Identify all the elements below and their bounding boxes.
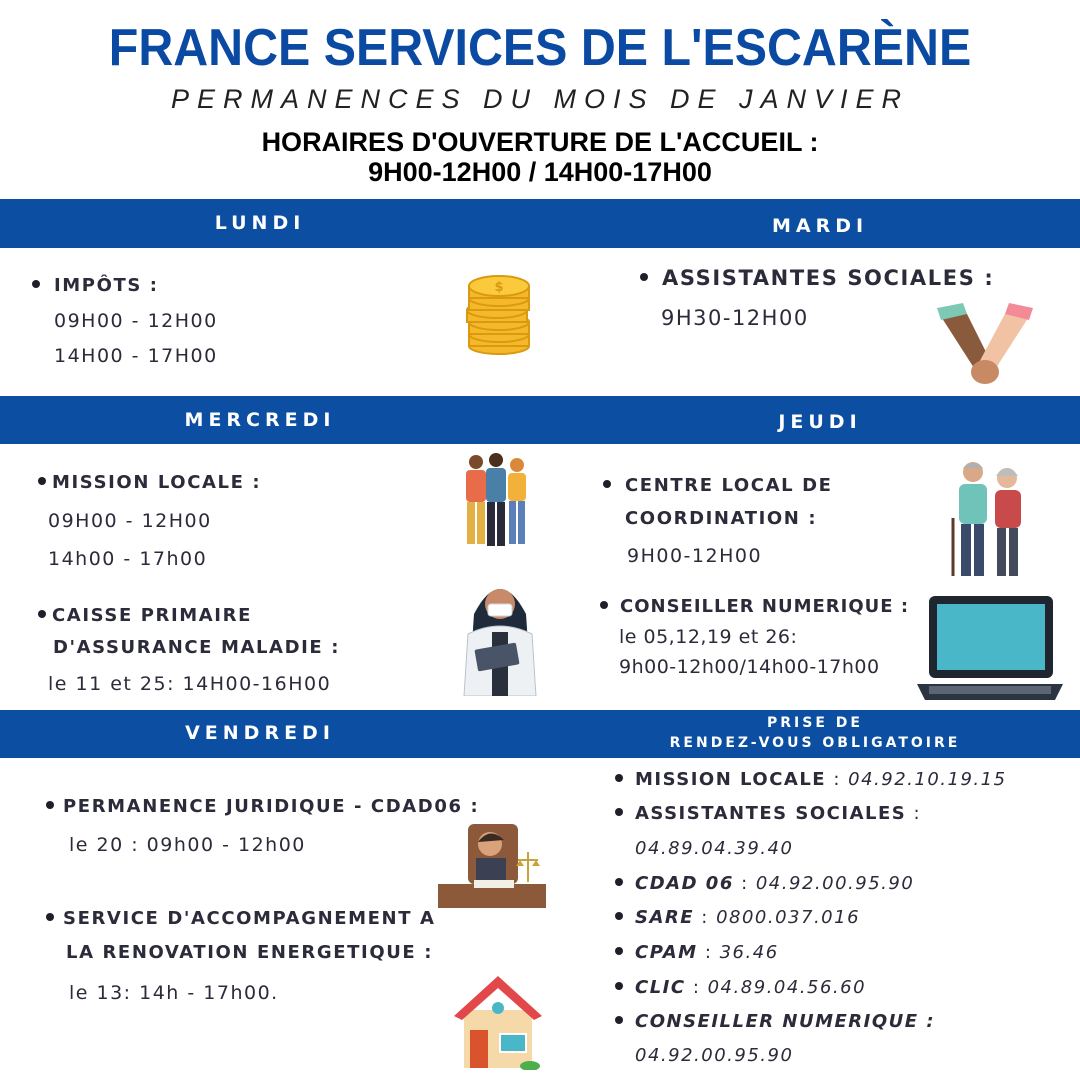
mardi-service: ASSISTANTES SOCIALES :: [640, 266, 994, 290]
contact-conseiller-numerique-phone: 04.92.00.95.90: [635, 1045, 794, 1066]
bullet-icon: [32, 280, 40, 288]
page-title: FRANCE SERVICES DE L'ESCARÈNE: [108, 19, 972, 77]
contact-cpam: CPAM : 36.46: [615, 942, 779, 963]
holding-hands-icon: [935, 300, 1035, 390]
mercredi-service1: MISSION LOCALE :: [38, 472, 261, 493]
contact-conseiller-numerique: CONSEILLER NUMERIQUE :: [615, 1011, 935, 1032]
elderly-couple-icon: [945, 458, 1035, 580]
house-icon: [450, 970, 546, 1070]
vendredi-slot1: le 20 : 09h00 - 12h00: [69, 834, 306, 856]
bullet-icon: [615, 808, 623, 816]
contact-assistantes-sociales-phone: 04.89.04.39.40: [635, 838, 794, 859]
contact-assistantes-sociales: ASSISTANTES SOCIALES :: [615, 803, 921, 824]
contact-cdad06: CDAD 06 : 04.92.00.95.90: [615, 873, 914, 894]
jeudi-service2-days: le 05,12,19 et 26:: [619, 626, 798, 648]
opening-hours-label: HORAIRES D'OUVERTURE DE L'ACCUEIL :: [261, 127, 819, 157]
bullet-icon: [46, 801, 54, 809]
bullet-icon: [615, 947, 623, 955]
day-jeudi: JEUDI: [778, 411, 862, 433]
doctor-icon: [454, 574, 546, 696]
vendredi-service2-line2: LA RENOVATION ENERGETIQUE :: [66, 942, 433, 963]
svg-text:$: $: [494, 280, 504, 295]
lawyer-icon: [438, 822, 546, 908]
jeudi-service1-line1: CENTRE LOCAL DE: [603, 475, 833, 496]
vendredi-slot2: le 13: 14h - 17h00.: [69, 982, 279, 1004]
jeudi-service2: CONSEILLER NUMERIQUE :: [600, 596, 909, 617]
day-lundi: LUNDI: [214, 212, 306, 234]
lundi-service: IMPÔTS :: [32, 275, 159, 296]
rdv-line1: PRISE DE: [767, 715, 863, 731]
contact-sare: SARE : 0800.037.016: [615, 907, 860, 928]
lundi-slot1: 09H00 - 12H00: [54, 310, 218, 332]
day-mercredi: MERCREDI: [184, 409, 336, 431]
mercredi-service2-line2: D'ASSURANCE MALADIE :: [53, 637, 340, 658]
mardi-slot1: 9H30-12H00: [661, 306, 809, 330]
bullet-icon: [38, 610, 46, 618]
contact-clic: CLIC : 04.89.04.56.60: [615, 977, 866, 998]
jeudi-service2-slot: 9h00-12h00/14h00-17h00: [619, 656, 880, 678]
jeudi-service1-line2: COORDINATION :: [625, 508, 818, 529]
day-mardi: MARDI: [771, 215, 869, 237]
mercredi-service2-slot: le 11 et 25: 14H00-16H00: [48, 673, 332, 695]
day-vendredi: VENDREDI: [185, 722, 335, 744]
bullet-icon: [640, 273, 648, 281]
contact-mission-locale: MISSION LOCALE : 04.92.10.19.15: [615, 769, 1007, 790]
jeudi-slot1: 9H00-12H00: [627, 545, 763, 567]
bullet-icon: [46, 913, 54, 921]
bullet-icon: [38, 477, 46, 485]
young-people-icon: [460, 452, 535, 550]
rdv-line2: RENDEZ-VOUS OBLIGATOIRE: [669, 735, 961, 751]
bullet-icon: [600, 601, 608, 609]
bullet-icon: [615, 774, 623, 782]
lundi-slot2: 14H00 - 17H00: [54, 345, 218, 367]
laptop-icon: [915, 594, 1065, 704]
mercredi-slot1: 09H00 - 12H00: [48, 510, 212, 532]
vendredi-service1: PERMANENCE JURIDIQUE - CDAD06 :: [46, 796, 479, 817]
bullet-icon: [615, 982, 623, 990]
page-subtitle: PERMANENCES DU MOIS DE JANVIER: [170, 84, 910, 114]
bullet-icon: [615, 1016, 623, 1024]
bullet-icon: [615, 912, 623, 920]
vendredi-service2-line1: SERVICE D'ACCOMPAGNEMENT A: [46, 908, 436, 929]
coins-icon: [460, 268, 538, 356]
bullet-icon: [603, 480, 611, 488]
bullet-icon: [615, 878, 623, 886]
opening-hours-value: 9H00-12H00 / 14H00-17H00: [368, 157, 712, 187]
mercredi-service2-line1: CAISSE PRIMAIRE: [38, 605, 252, 626]
mercredi-slot2: 14h00 - 17h00: [48, 548, 208, 570]
